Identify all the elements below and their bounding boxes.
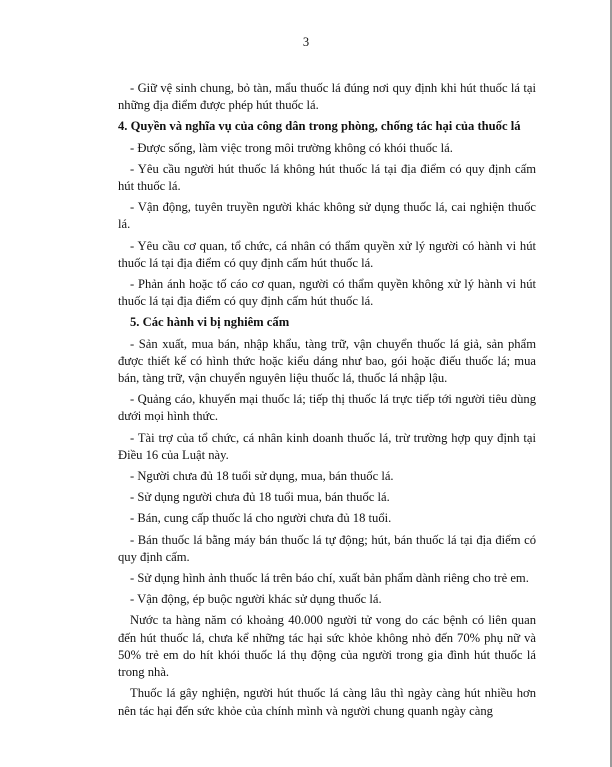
paragraph: - Sử dụng người chưa đủ 18 tuổi mua, bán thuốc lá. bbox=[130, 490, 390, 505]
section-heading: 4. Quyền và nghĩa vụ của công dân trong phòng, chống tác hại của thuốc lá bbox=[118, 119, 521, 134]
paragraph: - Yêu cầu người hút thuốc lá không hút thuốc lá tại địa điểm có quy định cấm hút thuốc lá. bbox=[118, 161, 536, 194]
document-body bbox=[118, 80, 536, 724]
page-number: 3 bbox=[302, 35, 310, 49]
paragraph: - Bán, cung cấp thuốc lá cho người chưa đủ 18 tuổi. bbox=[130, 511, 392, 526]
paragraph: - Người chưa đủ 18 tuổi sử dụng, mua, bán thuốc lá. bbox=[130, 469, 394, 484]
paragraph: - Sử dụng hình ảnh thuốc lá trên báo chí, xuất bản phẩm dành riêng cho trẻ em. bbox=[130, 571, 529, 586]
paragraph: - Yêu cầu cơ quan, tổ chức, cá nhân có thẩm quyền xử lý người có hành vi hút thuốc lá tại địa điểm có quy định cấm hút thuốc lá. bbox=[118, 238, 536, 270]
paragraph: Thuốc lá gây nghiện, người hút thuốc lá càng lâu thì ngày càng hút nhiều hơn nên tác hại đến sức khỏe của chính mình và người chung quanh ngày càng bbox=[118, 686, 536, 718]
paragraph: - Bán thuốc lá bằng máy bán thuốc lá tự động; hút, bán thuốc lá tại địa điểm có quy định cấm. bbox=[118, 532, 536, 564]
paragraph: - Vận động, ép buộc người khác sử dụng thuốc lá. bbox=[130, 592, 382, 607]
paragraph: - Được sống, làm việc trong môi trường không có khói thuốc lá. bbox=[130, 140, 453, 155]
paragraph: Nước ta hàng năm có khoảng 40.000 người tử vong do các bệnh có liên quan đến hút thuốc lá, chưa kể những tác hại sức khỏe không nhỏ đến 70% phụ nữ và 50% trẻ em do hít khói thuốc lá thụ động của người trong gia đình hút thuốc lá trong nhà. bbox=[118, 613, 536, 680]
paragraph: - Sản xuất, mua bán, nhập khẩu, tàng trữ, vận chuyển thuốc lá giả, sản phẩm được thiết kế có hình thức hoặc kiểu dáng như bao, gói hoặc điếu thuốc lá; mua bán, tàng trữ, vận chuyển nguyên liệu thuốc lá, thuốc lá nhập lậu. bbox=[118, 336, 536, 386]
paragraph: - Phản ánh hoặc tố cáo cơ quan, người có thẩm quyền không xử lý hành vi hút thuốc lá tại địa điểm có quy định cấm hút thuốc lá. bbox=[118, 277, 536, 309]
paragraph: - Tài trợ của tổ chức, cá nhân kinh doanh thuốc lá, trừ trường hợp quy định tại Điều 16 của Luật này. bbox=[118, 430, 536, 462]
paragraph: - Quảng cáo, khuyến mại thuốc lá; tiếp thị thuốc lá trực tiếp tới người tiêu dùng dưới mọi hình thức. bbox=[118, 392, 536, 424]
section-heading: 5. Các hành vi bị nghiêm cấm bbox=[130, 315, 290, 330]
paragraph: - Giữ vệ sinh chung, bỏ tàn, mẩu thuốc lá đúng nơi quy định khi hút thuốc lá tại những địa điểm được phép hút thuốc lá. bbox=[118, 81, 536, 113]
paragraph: - Vận động, tuyên truyền người khác không sử dụng thuốc lá, cai nghiện thuốc lá. bbox=[118, 200, 536, 232]
